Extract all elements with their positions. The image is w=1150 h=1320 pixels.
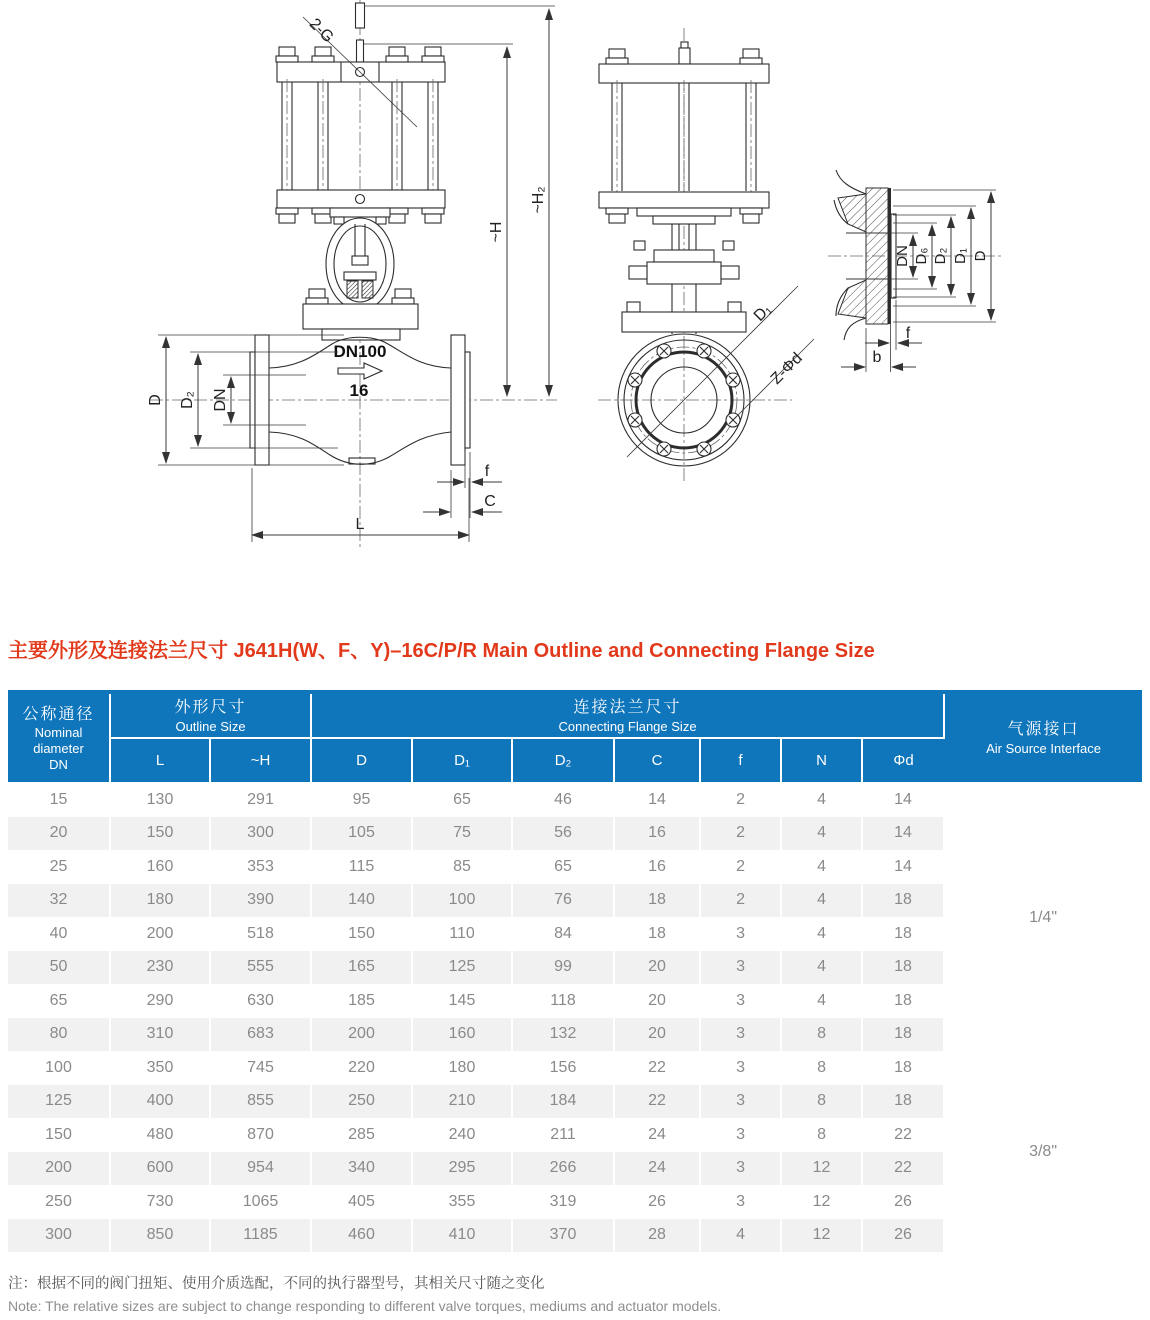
- cell-value: 8: [781, 1051, 862, 1085]
- col-header-air: 气源接口 Air Source Interface: [944, 692, 1142, 783]
- cell-value: 22: [862, 1118, 944, 1152]
- cell-value: 220: [311, 1051, 412, 1085]
- cell-value: 24: [614, 1118, 700, 1152]
- sub-header-f: f: [700, 738, 781, 783]
- page-title: 主要外形及连接法兰尺寸 J641H(W、F、Y)–16C/P/R Main Outline and Connecting Flange Size: [8, 640, 875, 662]
- front-dim-d2: D₂: [179, 391, 196, 409]
- cell-value: 340: [311, 1152, 412, 1186]
- cell-dn: 100: [8, 1051, 110, 1085]
- cell-value: 18: [862, 917, 944, 951]
- cell-value: 8: [781, 1018, 862, 1052]
- section-dim-d6: D₆: [913, 247, 930, 265]
- cell-value: 130: [110, 783, 210, 817]
- group-header-outline: 外形尺寸 Outline Size: [110, 692, 311, 738]
- cell-value: 855: [210, 1085, 311, 1119]
- section-dim-b: b: [872, 349, 882, 366]
- cell-value: 76: [512, 884, 614, 918]
- side-dim-bolt-holes: Z-Φd: [767, 349, 806, 388]
- cell-air-interface: 3/8": [944, 1051, 1142, 1252]
- table-row: [8, 1051, 1142, 1085]
- cell-value: 22: [614, 1085, 700, 1119]
- cell-value: 132: [512, 1018, 614, 1052]
- cell-value: 84: [512, 917, 614, 951]
- cell-value: 250: [311, 1085, 412, 1119]
- cell-dn: 50: [8, 951, 110, 985]
- cell-value: 18: [862, 884, 944, 918]
- cell-value: 12: [781, 1152, 862, 1186]
- cell-value: 18: [862, 951, 944, 985]
- cell-value: 18: [862, 1018, 944, 1052]
- cell-value: 290: [110, 984, 210, 1018]
- cell-value: 115: [311, 850, 412, 884]
- cell-value: 165: [311, 951, 412, 985]
- cell-value: 99: [512, 951, 614, 985]
- cell-value: 2: [700, 817, 781, 851]
- section-dim-d1: D₁: [952, 248, 969, 264]
- cell-value: 26: [614, 1185, 700, 1219]
- cell-value: 145: [412, 984, 512, 1018]
- cell-dn: 80: [8, 1018, 110, 1052]
- cell-value: 22: [862, 1152, 944, 1186]
- sub-header-d: D: [311, 738, 412, 783]
- cell-value: 20: [614, 951, 700, 985]
- cell-value: 390: [210, 884, 311, 918]
- cell-value: 28: [614, 1219, 700, 1253]
- cell-value: 14: [862, 850, 944, 884]
- cell-value: 8: [781, 1085, 862, 1119]
- cell-dn: 65: [8, 984, 110, 1018]
- cell-value: 12: [781, 1219, 862, 1253]
- cell-value: 140: [311, 884, 412, 918]
- cell-value: 4: [781, 884, 862, 918]
- cell-value: 180: [110, 884, 210, 918]
- cell-value: 46: [512, 783, 614, 817]
- cell-value: 100: [412, 884, 512, 918]
- cell-value: 319: [512, 1185, 614, 1219]
- cell-value: 3: [700, 1118, 781, 1152]
- cell-value: 353: [210, 850, 311, 884]
- cell-value: 8: [781, 1118, 862, 1152]
- cell-value: 210: [412, 1085, 512, 1119]
- note-zh: 注：根据不同的阀门扭矩、使用介质选配，不同的执行器型号，其相关尺寸随之变化: [8, 1276, 545, 1292]
- cell-value: 18: [862, 984, 944, 1018]
- cell-value: 3: [700, 951, 781, 985]
- cell-value: 4: [781, 951, 862, 985]
- cell-value: 14: [614, 783, 700, 817]
- cell-value: 95: [311, 783, 412, 817]
- cell-dn: 40: [8, 917, 110, 951]
- cell-value: 3: [700, 1018, 781, 1052]
- cell-value: 355: [412, 1185, 512, 1219]
- cell-value: 555: [210, 951, 311, 985]
- cell-value: 300: [210, 817, 311, 851]
- cell-value: 26: [862, 1219, 944, 1253]
- cell-value: 75: [412, 817, 512, 851]
- cell-value: 200: [110, 917, 210, 951]
- cell-value: 3: [700, 984, 781, 1018]
- table-row: [8, 783, 1142, 817]
- cell-value: 954: [210, 1152, 311, 1186]
- front-dim-f: f: [484, 463, 490, 480]
- cell-value: 18: [614, 884, 700, 918]
- cell-value: 4: [700, 1219, 781, 1253]
- cell-dn: 15: [8, 783, 110, 817]
- cell-value: 745: [210, 1051, 311, 1085]
- flange-section-view: [828, 170, 1002, 372]
- cell-value: 211: [512, 1118, 614, 1152]
- cell-dn: 250: [8, 1185, 110, 1219]
- sub-header-l: L: [110, 738, 210, 783]
- cell-value: 370: [512, 1219, 614, 1253]
- cell-value: 85: [412, 850, 512, 884]
- cell-value: 14: [862, 783, 944, 817]
- table-body: [8, 783, 1142, 1252]
- spec-table: [8, 690, 1143, 1252]
- front-dim-l: L: [355, 516, 365, 533]
- cell-value: 630: [210, 984, 311, 1018]
- cell-value: 125: [412, 951, 512, 985]
- cell-value: 110: [412, 917, 512, 951]
- cell-value: 460: [311, 1219, 412, 1253]
- sub-header-c: C: [614, 738, 700, 783]
- group-header-flange: 连接法兰尺寸 Connecting Flange Size: [311, 692, 944, 738]
- front-dim-dn: DN: [212, 388, 229, 412]
- section-dim-d: D: [972, 250, 989, 262]
- front-dim-d: D: [147, 394, 164, 406]
- table-head: [8, 692, 1142, 783]
- technical-drawing: [0, 0, 1150, 622]
- cell-value: 870: [210, 1118, 311, 1152]
- cell-value: 150: [110, 817, 210, 851]
- cell-value: 410: [412, 1219, 512, 1253]
- col-header-dn: 公称通径 Nominal diameter DN: [8, 692, 110, 783]
- cell-value: 405: [311, 1185, 412, 1219]
- cell-value: 200: [311, 1018, 412, 1052]
- cell-value: 850: [110, 1219, 210, 1253]
- cell-value: 480: [110, 1118, 210, 1152]
- body-marking-dn: DN100: [333, 342, 387, 361]
- cell-value: 4: [781, 984, 862, 1018]
- cell-value: 12: [781, 1185, 862, 1219]
- cell-dn: 32: [8, 884, 110, 918]
- cell-dn: 20: [8, 817, 110, 851]
- cell-value: 160: [110, 850, 210, 884]
- cell-value: 2: [700, 850, 781, 884]
- cell-value: 310: [110, 1018, 210, 1052]
- cell-value: 3: [700, 1051, 781, 1085]
- sub-header-d2: D₂: [512, 738, 614, 783]
- cell-value: 4: [781, 917, 862, 951]
- cell-value: 56: [512, 817, 614, 851]
- cell-value: 3: [700, 917, 781, 951]
- side-view: [598, 28, 814, 482]
- cell-value: 4: [781, 817, 862, 851]
- cell-dn: 25: [8, 850, 110, 884]
- cell-value: 24: [614, 1152, 700, 1186]
- cell-value: 2: [700, 783, 781, 817]
- front-thread-label: 2-G: [305, 15, 337, 47]
- cell-value: 3: [700, 1085, 781, 1119]
- cell-value: 180: [412, 1051, 512, 1085]
- cell-value: 184: [512, 1085, 614, 1119]
- cell-air-interface: 1/4": [944, 783, 1142, 1051]
- front-dim-h2: ~H₂: [530, 186, 547, 214]
- cell-value: 3: [700, 1152, 781, 1186]
- section-dim-dn: DN: [894, 245, 911, 267]
- cell-value: 26: [862, 1185, 944, 1219]
- cell-value: 18: [614, 917, 700, 951]
- front-view: [147, 0, 557, 548]
- cell-value: 1065: [210, 1185, 311, 1219]
- cell-dn: 300: [8, 1219, 110, 1253]
- cell-value: 730: [110, 1185, 210, 1219]
- cell-value: 518: [210, 917, 311, 951]
- front-dim-c: C: [484, 493, 496, 510]
- cell-value: 118: [512, 984, 614, 1018]
- cell-value: 16: [614, 817, 700, 851]
- cell-value: 105: [311, 817, 412, 851]
- cell-value: 230: [110, 951, 210, 985]
- sub-header-phid: Φd: [862, 738, 944, 783]
- cell-value: 160: [412, 1018, 512, 1052]
- cell-value: 185: [311, 984, 412, 1018]
- cell-value: 1185: [210, 1219, 311, 1253]
- cell-value: 291: [210, 783, 311, 817]
- cell-value: 400: [110, 1085, 210, 1119]
- front-dim-h: ~H: [488, 221, 505, 243]
- cell-value: 156: [512, 1051, 614, 1085]
- section-dim-f: f: [905, 325, 911, 342]
- cell-value: 18: [862, 1051, 944, 1085]
- cell-value: 350: [110, 1051, 210, 1085]
- body-marking-pn: 16: [349, 381, 369, 400]
- cell-value: 683: [210, 1018, 311, 1052]
- cell-dn: 125: [8, 1085, 110, 1119]
- cell-value: 22: [614, 1051, 700, 1085]
- cell-value: 4: [781, 850, 862, 884]
- cell-value: 266: [512, 1152, 614, 1186]
- col-header-dn-zh: 公称通径: [22, 705, 95, 723]
- cell-value: 285: [311, 1118, 412, 1152]
- cell-value: 20: [614, 1018, 700, 1052]
- cell-value: 20: [614, 984, 700, 1018]
- cell-dn: 200: [8, 1152, 110, 1186]
- section-dim-d2: D₂: [932, 247, 949, 265]
- cell-value: 18: [862, 1085, 944, 1119]
- note-en: Note: The relative sizes are subject to change responding to different valve torques, mediums and actuator models.: [8, 1298, 722, 1314]
- cell-value: 16: [614, 850, 700, 884]
- sub-header-d1: D₁: [412, 738, 512, 783]
- spec-table-wrap: [8, 690, 1143, 1252]
- cell-value: 295: [412, 1152, 512, 1186]
- cell-value: 240: [412, 1118, 512, 1152]
- cell-value: 600: [110, 1152, 210, 1186]
- cell-dn: 150: [8, 1118, 110, 1152]
- side-dim-d1: D₁: [750, 300, 775, 325]
- cell-value: 2: [700, 884, 781, 918]
- cell-value: 4: [781, 783, 862, 817]
- cell-value: 150: [311, 917, 412, 951]
- cell-value: 14: [862, 817, 944, 851]
- sub-header-h: ~H: [210, 738, 311, 783]
- cell-value: 65: [412, 783, 512, 817]
- cell-value: 65: [512, 850, 614, 884]
- sub-header-n: N: [781, 738, 862, 783]
- cell-value: 3: [700, 1185, 781, 1219]
